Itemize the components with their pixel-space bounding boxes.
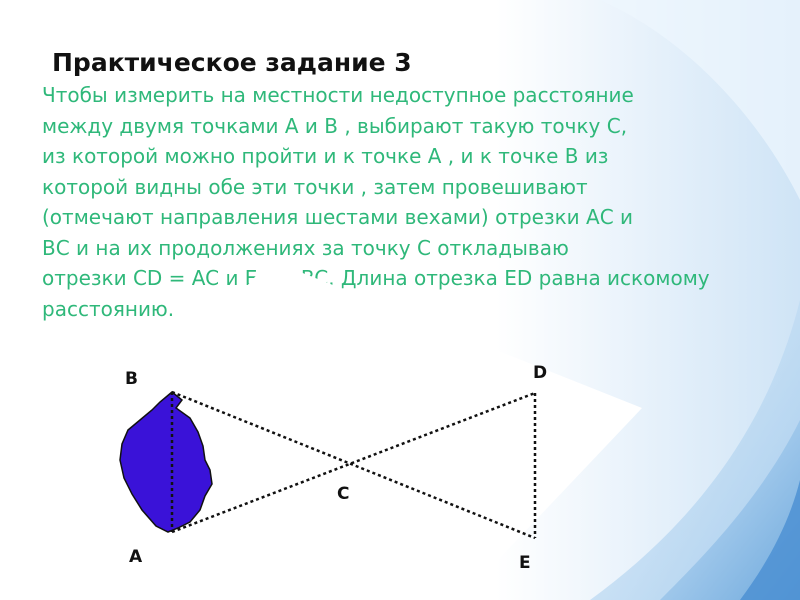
slide-title: Практическое задание 3 <box>52 48 412 77</box>
description-line: отрезки CD = AC и EC = BC. Длина отрезка ED равна искомому <box>42 266 710 290</box>
description-line: которой видны обе эти точки , затем провешивают <box>42 174 588 199</box>
description-line: ВС и на их продолжениях за точку С откладываю <box>42 235 569 260</box>
description-line: из которой можно пройти и к точке А , и к точке В из <box>42 144 609 168</box>
point-label-a: A <box>129 547 143 567</box>
point-label-d: D <box>533 363 548 383</box>
description-line: расстоянию. <box>42 296 175 321</box>
description-line: между двумя точками А и В , выбирают такую точку С, <box>42 113 628 138</box>
description-line: Чтобы измерить на местности недоступное расстояние <box>42 83 634 107</box>
point-label-c: C <box>337 484 350 504</box>
description-line: (отмечают направления шестами вехами) отрезки АС и <box>42 205 634 229</box>
point-label-e: E <box>519 553 531 573</box>
point-label-b: B <box>125 369 138 389</box>
